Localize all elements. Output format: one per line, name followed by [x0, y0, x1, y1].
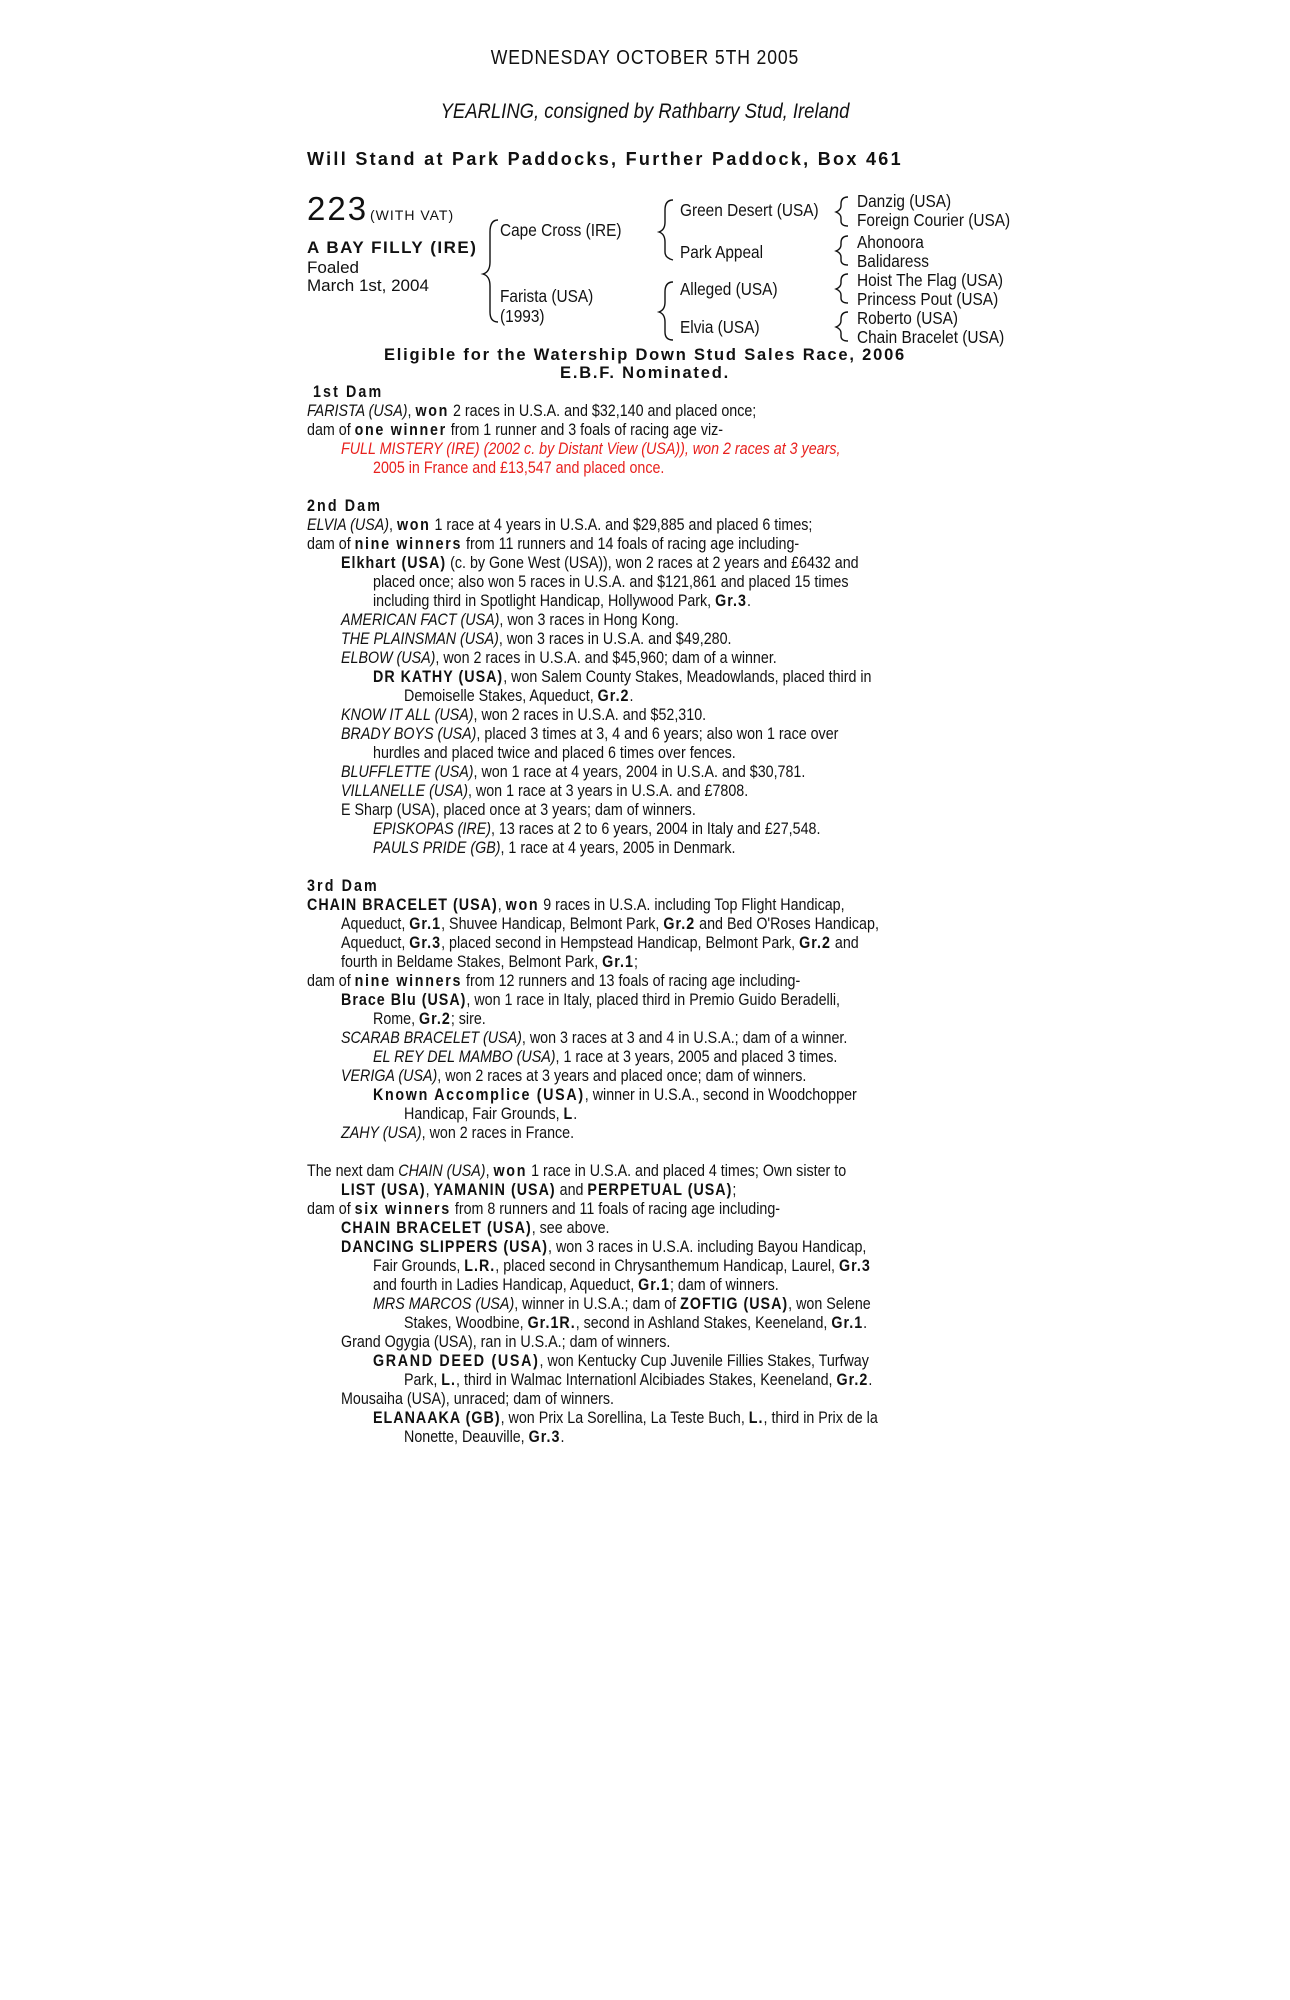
next-dam-line: Mousaiha (USA), unraced; dam of winners.	[341, 1389, 615, 1408]
next-dam-line: DANCING SLIPPERS (USA), won 3 races in U.S.A. including Bayou Handicap,	[341, 1237, 867, 1256]
next-dam-line: Grand Ogygia (USA), ran in U.S.A.; dam of winners.	[341, 1332, 671, 1351]
first-dam-line: FULL MISTERY (IRE) (2002 c. by Distant View (USA)), won 2 races at 3 years,	[341, 439, 841, 458]
second-dam-line: THE PLAINSMAN (USA), won 3 races in U.S.A. and $49,280.	[341, 629, 732, 648]
third-dam-line: SCARAB BRACELET (USA), won 3 races at 3 and 4 in U.S.A.; dam of a winner.	[341, 1028, 848, 1047]
pedigree-dam-sire: Alleged (USA)	[680, 279, 778, 299]
brace-gen3-d	[836, 312, 848, 341]
next-dam-line: CHAIN BRACELET (USA), see above.	[341, 1218, 610, 1237]
second-dam-line: ELBOW (USA), won 2 races in U.S.A. and $45,960; dam of a winner.	[341, 648, 777, 667]
next-dam-line: GRAND DEED (USA), won Kentucky Cup Juvenile Fillies Stakes, Turfway	[373, 1351, 869, 1370]
second-dam-line: AMERICAN FACT (USA), won 3 races in Hong Kong.	[341, 610, 679, 629]
next-dam-line: and fourth in Ladies Handicap, Aqueduct, Gr.1; dam of winners.	[373, 1275, 779, 1294]
second-dam-heading: 2nd Dam	[307, 496, 383, 515]
second-dam-line: Demoiselle Stakes, Aqueduct, Gr.2.	[404, 686, 634, 705]
brace-gen3-c	[836, 274, 848, 303]
third-dam-line: Handicap, Fair Grounds, L.	[404, 1104, 578, 1123]
brace-gen3-b	[836, 236, 848, 265]
pedigree-g3-3: Ahonoora	[857, 232, 924, 252]
next-dam-line: Fair Grounds, L.R., placed second in Chrysanthemum Handicap, Laurel, Gr.3	[373, 1256, 871, 1275]
pedigree-g3-8: Chain Bracelet (USA)	[857, 327, 1005, 347]
third-dam-line: Rome, Gr.2; sire.	[373, 1009, 486, 1028]
pedigree-g3-2: Foreign Courier (USA)	[857, 210, 1011, 230]
pedigree-g3-6: Princess Pout (USA)	[857, 289, 999, 309]
lot-description: A BAY FILLY (IRE)	[307, 238, 478, 257]
second-dam-line: placed once; also won 5 races in U.S.A. and $121,861 and placed 15 times	[373, 572, 849, 591]
brace-gen2-sire	[659, 200, 673, 260]
brace-gen3-a	[836, 197, 848, 226]
third-dam-heading: 3rd Dam	[307, 876, 379, 895]
pedigree-braces	[0, 0, 1290, 360]
lot-number: 223	[307, 190, 369, 227]
consignor-line: YEARLING, consigned by Rathbarry Stud, Ireland	[440, 100, 850, 123]
second-dam-line: BLUFFLETTE (USA), won 1 race at 4 years, 2004 in U.S.A. and $30,781.	[341, 762, 806, 781]
vat-note: (WITH VAT)	[370, 207, 455, 223]
brace-gen1	[483, 220, 498, 322]
second-dam-line: BRADY BOYS (USA), placed 3 times at 3, 4 and 6 years; also won 1 race over	[341, 724, 839, 743]
next-dam-line: Nonette, Deauville, Gr.3.	[404, 1427, 565, 1446]
second-dam-line: KNOW IT ALL (USA), won 2 races in U.S.A. and $52,310.	[341, 705, 707, 724]
third-dam-line: Aqueduct, Gr.1, Shuvee Handicap, Belmont Park, Gr.2 and Bed O'Roses Handicap,	[341, 914, 879, 933]
third-dam-line: Aqueduct, Gr.3, placed second in Hempstead Handicap, Belmont Park, Gr.2 and	[341, 933, 859, 952]
brace-gen2-dam	[659, 282, 673, 340]
second-dam-line: dam of nine winners from 11 runners and 14 foals of racing age including-	[307, 534, 800, 553]
second-dam-line: hurdles and placed twice and placed 6 times over fences.	[373, 743, 736, 762]
pedigree-sire-dam: Park Appeal	[680, 242, 764, 262]
second-dam-line: EPISKOPAS (IRE), 13 races at 2 to 6 years, 2004 in Italy and £27,548.	[373, 819, 821, 838]
next-dam-line: dam of six winners from 8 runners and 11 foals of racing age including-	[307, 1199, 781, 1218]
first-dam-line: FARISTA (USA), won 2 races in U.S.A. and $32,140 and placed once;	[307, 401, 757, 420]
second-dam-line: DR KATHY (USA), won Salem County Stakes, Meadowlands, placed third in	[373, 667, 872, 686]
pedigree-g3-7: Roberto (USA)	[857, 308, 958, 328]
third-dam-line: CHAIN BRACELET (USA), won 9 races in U.S.A. including Top Flight Handicap,	[307, 895, 845, 914]
pedigree-g3-4: Balidaress	[857, 251, 929, 271]
next-dam-line: Park, L., third in Walmac Internationl Alcibiades Stakes, Keeneland, Gr.2.	[404, 1370, 873, 1389]
pedigree-sire-sire: Green Desert (USA)	[680, 200, 819, 220]
pedigree-g3-1: Danzig (USA)	[857, 191, 952, 211]
next-dam-line: LIST (USA), YAMANIN (USA) and PERPETUAL (USA);	[341, 1180, 737, 1199]
second-dam-line: Elkhart (USA) (c. by Gone West (USA)), won 2 races at 2 years and £6432 and	[341, 553, 859, 572]
pedigree-sire: Cape Cross (IRE)	[500, 220, 622, 240]
third-dam-line: Brace Blu (USA), won 1 race in Italy, placed third in Premio Guido Beradelli,	[341, 990, 841, 1009]
third-dam-line: fourth in Beldame Stakes, Belmont Park, Gr.1;	[341, 952, 638, 971]
first-dam-heading: 1st Dam	[313, 382, 384, 401]
second-dam-line: E Sharp (USA), placed once at 3 years; dam of winners.	[341, 800, 696, 819]
pedigree-g3-5: Hoist The Flag (USA)	[857, 270, 1004, 290]
eligibility-line: Eligible for the Watership Down Stud Sales Race, 2006	[383, 346, 907, 364]
foaled-label: Foaled	[307, 258, 359, 277]
next-dam-line: ELANAAKA (GB), won Prix La Sorellina, La Teste Buch, L., third in Prix de la	[373, 1408, 878, 1427]
next-dam-line: The next dam CHAIN (USA), won 1 race in U.S.A. and placed 4 times; Own sister to	[307, 1161, 847, 1180]
pedigree-dam: Farista (USA)	[500, 286, 594, 306]
third-dam-line: EL REY DEL MAMBO (USA), 1 race at 3 years, 2005 and placed 3 times.	[373, 1047, 838, 1066]
third-dam-line: dam of nine winners from 12 runners and 13 foals of racing age including-	[307, 971, 801, 990]
first-dam-line: dam of one winner from 1 runner and 3 foals of racing age viz-	[307, 420, 724, 439]
sale-date: WEDNESDAY OCTOBER 5TH 2005	[490, 47, 800, 69]
foaled-date: March 1st, 2004	[307, 276, 429, 295]
third-dam-line: VERIGA (USA), won 2 races at 3 years and placed once; dam of winners.	[341, 1066, 807, 1085]
pedigree-dam-year: (1993)	[500, 306, 545, 326]
first-dam-line: 2005 in France and £13,547 and placed once.	[373, 458, 665, 477]
third-dam-line: Known Accomplice (USA), winner in U.S.A., second in Woodchopper	[373, 1085, 857, 1104]
third-dam-line: ZAHY (USA), won 2 races in France.	[341, 1123, 575, 1142]
second-dam-line: VILLANELLE (USA), won 1 race at 3 years in U.S.A. and £7808.	[341, 781, 749, 800]
ebf-nominated: E.B.F. Nominated.	[560, 364, 730, 382]
second-dam-line: including third in Spotlight Handicap, Hollywood Park, Gr.3.	[373, 591, 751, 610]
stand-location: Will Stand at Park Paddocks, Further Paddock, Box 461	[307, 149, 903, 169]
second-dam-line: ELVIA (USA), won 1 race at 4 years in U.S.A. and $29,885 and placed 6 times;	[307, 515, 813, 534]
next-dam-line: Stakes, Woodbine, Gr.1R., second in Ashland Stakes, Keeneland, Gr.1.	[404, 1313, 868, 1332]
next-dam-line: MRS MARCOS (USA), winner in U.S.A.; dam of ZOFTIG (USA), won Selene	[373, 1294, 871, 1313]
pedigree-dam-dam: Elvia (USA)	[680, 317, 760, 337]
second-dam-line: PAULS PRIDE (GB), 1 race at 4 years, 2005 in Denmark.	[373, 838, 736, 857]
